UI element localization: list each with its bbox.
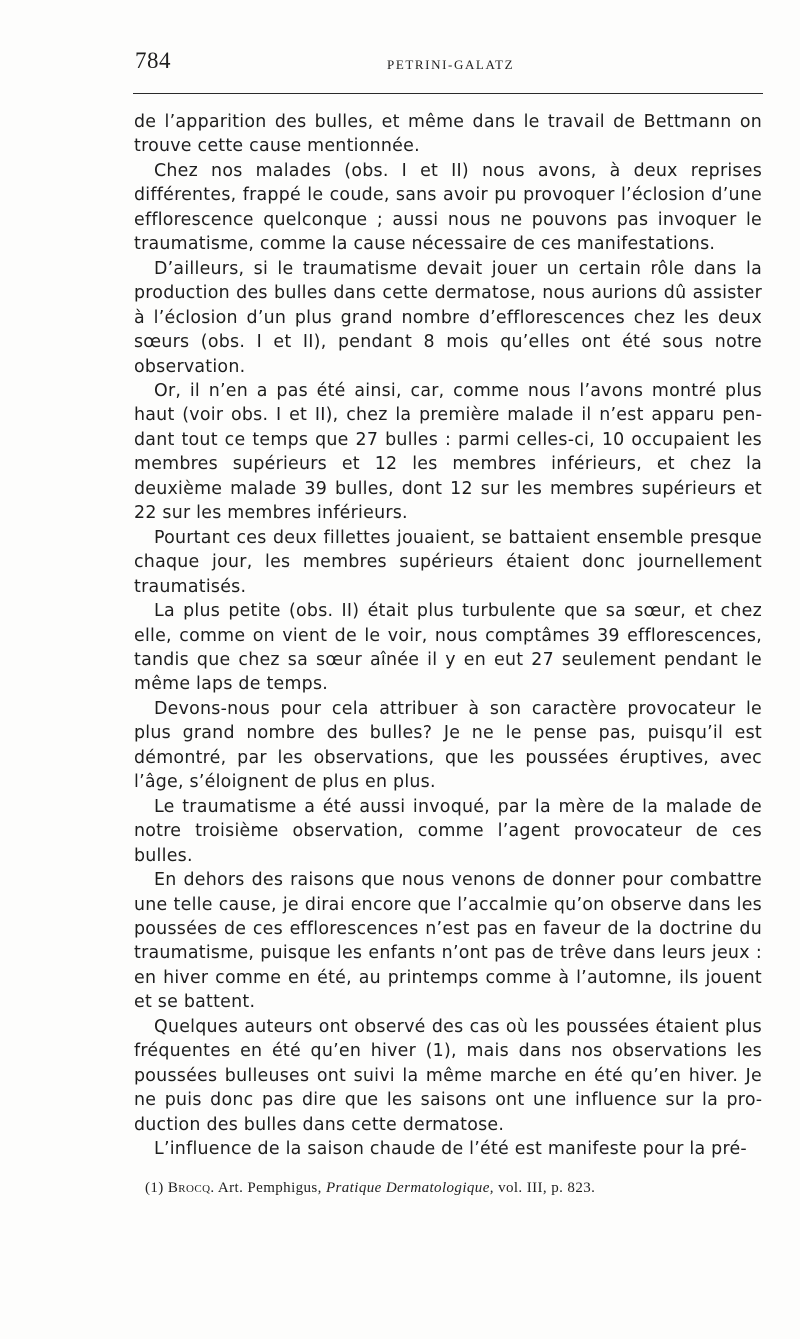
page-header — [135, 44, 762, 84]
paragraph: Le traumatisme a été aussi invoqué, par la mère de la malade de notre troisième observation, comme l’agent provocateur de ces bulles. — [134, 796, 762, 866]
running-head: PETRINI-GALATZ — [387, 57, 515, 72]
header-rule — [133, 93, 763, 94]
paragraph: Or, il n’en a pas été ainsi, car, comme nous l’avons montré plus haut (voir obs. I et II), chez la première malade il n’est apparu pendant tout ce temps que 27 bulles : parmi celles-ci, 10 occupaient les membres supérieurs et 12 les membres inférieurs, et chez la deuxième malade 39 bulles, dont 12 sur les membres supérieurs et 22 sur les membres inférieurs. — [134, 380, 762, 524]
paragraph: de l’apparition des bulles, et même dans le travail de Bettmann on trouve cette cause mentionnée. — [134, 112, 762, 157]
paragraph: L’influence de la saison chaude de l’été est manifeste pour la pré- — [154, 1139, 747, 1160]
footnote — [145, 1178, 765, 1198]
paragraph: Devons-nous pour cela attribuer à son caractère provocateur le plus grand nombre des bulles? Je ne le pense pas, puisqu’il est démontré, par les observations, que les poussées éruptives, avec l’âge, s’éloignent de plus en plus. — [134, 698, 762, 793]
footnote-reference: vol. III, p. 823. — [498, 1180, 596, 1196]
footnote-title: Pratique Dermatologique, — [325, 1180, 494, 1196]
footnote-author: Brocq. — [167, 1180, 215, 1196]
paragraph: Quelques auteurs ont observé des cas où les poussées étaient plus fréquentes en été qu’en hiver (1), mais dans nos observations les poussées bulleuses ont suivi la même marche en été qu’en hiver. Je ne puis donc pas dire que les saisons ont une influence sur la production des bulles dans cette dermatose. — [134, 1016, 762, 1135]
paragraph: Chez nos malades (obs. I et II) nous avons, à deux reprises différentes, frappé le coude, sans avoir pu provoquer l’éclosion d’une efflorescence quelconque ; aussi nous ne pouvons pas invoquer le traumatisme, comme la cause nécessaire de ces manifestations. — [134, 160, 762, 255]
paragraph: D’ailleurs, si le traumatisme devait jouer un certain rôle dans la production des bulles dans cette dermatose, nous aurions dû assister à l’éclosion d’un plus grand nombre d’efflorescences chez les deux sœurs (obs. I et II), pendant 8 mois qu’elles ont été sous notre observation. — [134, 258, 762, 377]
footnote-marker: (1) — [145, 1180, 164, 1196]
paragraph: La plus petite (obs. II) était plus turbulente que sa sœur, et chez elle, comme on vient de le voir, nous comptâmes 39 efflorescences, tandis que chez sa sœur aînée il y en eut 27 seulement pendant le même laps de temps. — [134, 601, 762, 695]
body-text — [134, 110, 762, 1161]
paragraph: En dehors des raisons que nous venons de donner pour combattre une telle cause, je dirai encore que l’accalmie qu’on observe dans les poussées de ces efflorescences n’est pas en faveur de la doctrine du traumatisme, puisque les enfants n’ont pas de trêve dans leurs jeux : en hiver comme en été, au printemps comme à l’automne, ils jouent et se battent. — [134, 870, 762, 1013]
paragraph: Pourtant ces deux fillettes jouaient, se battaient ensemble presque chaque jour, les membres supérieurs étaient donc journellement traumatisés. — [134, 527, 762, 597]
footnote-article: Art. Pemphigus, — [217, 1180, 322, 1196]
page-number: 784 — [135, 48, 171, 73]
